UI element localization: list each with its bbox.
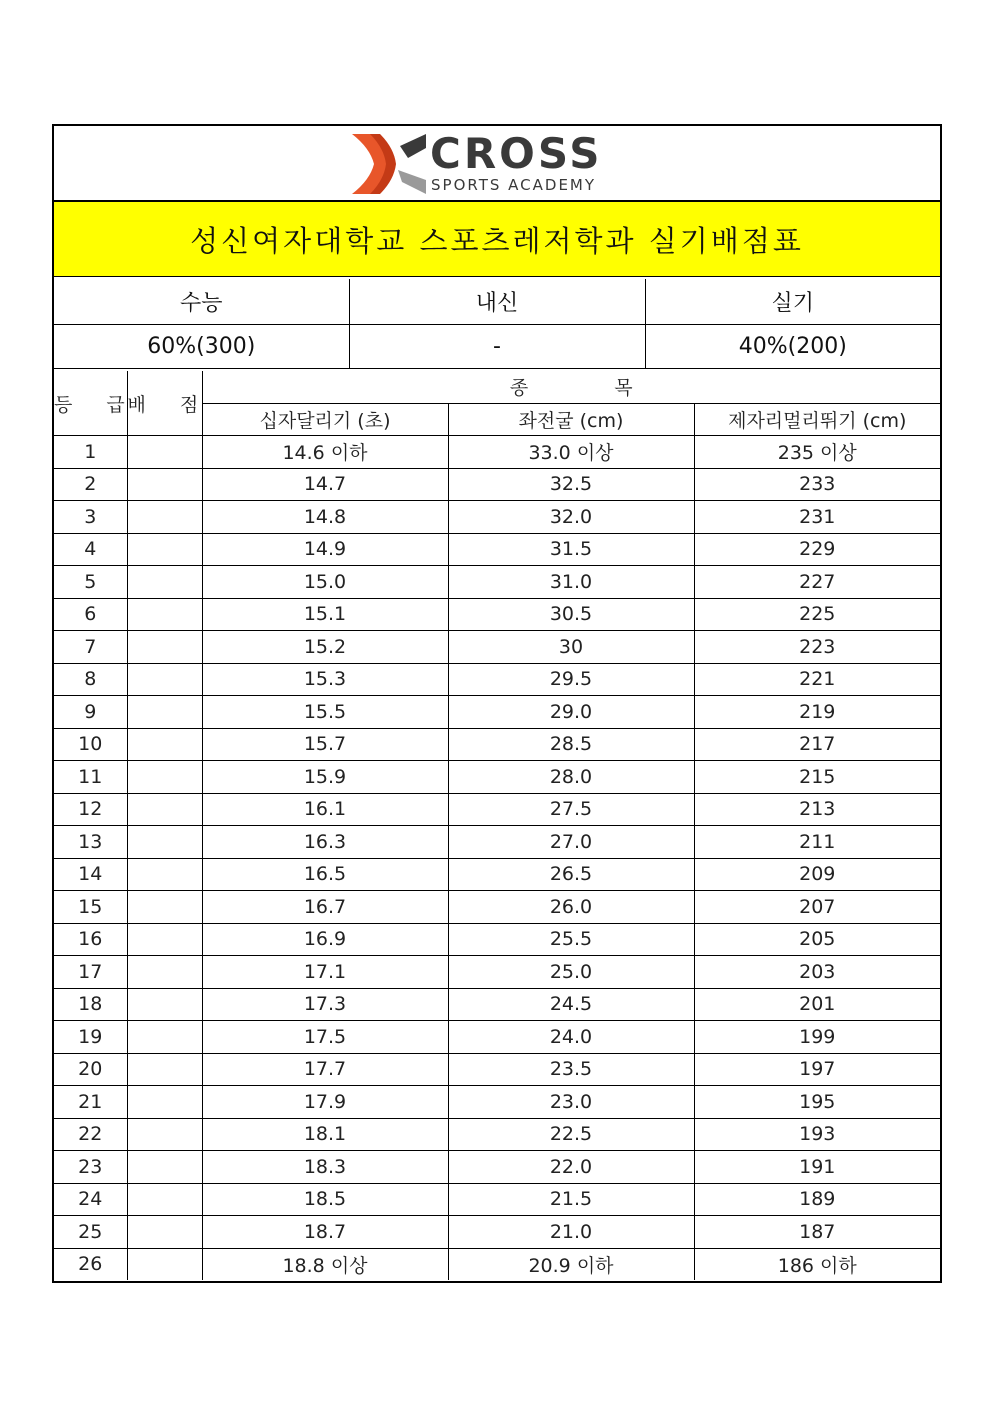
jump-cell: 219 xyxy=(694,696,940,729)
grade-cell: 4 xyxy=(54,533,127,566)
grade-cell: 20 xyxy=(54,1053,127,1086)
flex-cell: 27.5 xyxy=(448,793,694,826)
score-cell xyxy=(127,663,202,696)
table-row xyxy=(54,1248,940,1280)
run-cell: 18.3 xyxy=(202,1151,448,1184)
table-row xyxy=(54,826,940,859)
jump-cell: 221 xyxy=(694,663,940,696)
run-cell: 15.7 xyxy=(202,728,448,761)
events-header: 종 목 xyxy=(202,371,940,403)
score-cell xyxy=(127,923,202,956)
jump-cell: 231 xyxy=(694,501,940,534)
naesin-value: - xyxy=(349,325,645,369)
grade-cell: 11 xyxy=(54,761,127,794)
grade-table xyxy=(54,371,940,1280)
jump-cell: 186 이하 xyxy=(694,1248,940,1280)
run-cell: 16.7 xyxy=(202,891,448,924)
run-cell: 14.7 xyxy=(202,468,448,501)
table-row xyxy=(54,631,940,664)
score-cell xyxy=(127,1053,202,1086)
flex-cell: 25.0 xyxy=(448,956,694,989)
score-cell xyxy=(127,728,202,761)
run-cell: 17.7 xyxy=(202,1053,448,1086)
table-row xyxy=(54,988,940,1021)
score-cell xyxy=(127,436,202,469)
run-cell: 17.9 xyxy=(202,1086,448,1119)
score-cell xyxy=(127,988,202,1021)
flex-cell: 24.5 xyxy=(448,988,694,1021)
table-row xyxy=(54,761,940,794)
jump-cell: 201 xyxy=(694,988,940,1021)
column-header-run: 십자달리기 (초) xyxy=(202,403,448,436)
table-row xyxy=(54,858,940,891)
table-row xyxy=(54,1183,940,1216)
score-cell xyxy=(127,631,202,664)
page-title: 성신여자대학교 스포츠레저학과 실기배점표 xyxy=(190,223,804,258)
run-cell: 15.0 xyxy=(202,566,448,599)
jump-cell: 223 xyxy=(694,631,940,664)
run-cell: 14.9 xyxy=(202,533,448,566)
grade-cell: 6 xyxy=(54,598,127,631)
flex-cell: 32.0 xyxy=(448,501,694,534)
table-row xyxy=(54,891,940,924)
grade-cell: 13 xyxy=(54,826,127,859)
table-row xyxy=(54,1118,940,1151)
score-cell xyxy=(127,956,202,989)
run-cell: 15.9 xyxy=(202,761,448,794)
suneung-value: 60%(300) xyxy=(54,325,349,369)
jump-cell: 187 xyxy=(694,1216,940,1249)
table-row xyxy=(54,1053,940,1086)
jump-cell: 197 xyxy=(694,1053,940,1086)
flex-cell: 29.0 xyxy=(448,696,694,729)
run-cell: 17.1 xyxy=(202,956,448,989)
table-row xyxy=(54,468,940,501)
score-cell xyxy=(127,858,202,891)
score-cell xyxy=(127,1118,202,1151)
score-cell xyxy=(127,1216,202,1249)
jump-cell: 225 xyxy=(694,598,940,631)
grade-cell: 2 xyxy=(54,468,127,501)
table-row xyxy=(54,956,940,989)
score-cell xyxy=(127,1151,202,1184)
score-cell xyxy=(127,468,202,501)
naesin-header: 내신 xyxy=(349,279,645,325)
jump-cell: 235 이상 xyxy=(694,436,940,469)
ratio-value-row xyxy=(54,325,940,369)
grade-cell: 21 xyxy=(54,1086,127,1119)
grade-cell: 23 xyxy=(54,1151,127,1184)
score-cell xyxy=(127,566,202,599)
silgi-value: 40%(200) xyxy=(645,325,940,369)
run-cell: 18.5 xyxy=(202,1183,448,1216)
logo-header xyxy=(54,126,940,201)
flex-cell: 31.0 xyxy=(448,566,694,599)
flex-cell: 28.5 xyxy=(448,728,694,761)
jump-cell: 207 xyxy=(694,891,940,924)
score-cell xyxy=(127,826,202,859)
grade-cell: 1 xyxy=(54,436,127,469)
grade-cell: 7 xyxy=(54,631,127,664)
flex-cell: 21.5 xyxy=(448,1183,694,1216)
jump-cell: 217 xyxy=(694,728,940,761)
flex-cell: 30.5 xyxy=(448,598,694,631)
score-cell xyxy=(127,696,202,729)
score-cell xyxy=(127,1183,202,1216)
jump-cell: 199 xyxy=(694,1021,940,1054)
ratio-header-row xyxy=(54,279,940,325)
jump-cell: 215 xyxy=(694,761,940,794)
table-header-row xyxy=(54,371,940,403)
run-cell: 15.1 xyxy=(202,598,448,631)
flex-cell: 21.0 xyxy=(448,1216,694,1249)
jump-cell: 229 xyxy=(694,533,940,566)
grade-cell: 22 xyxy=(54,1118,127,1151)
score-cell xyxy=(127,1021,202,1054)
grade-cell: 25 xyxy=(54,1216,127,1249)
column-header-flex: 좌전굴 (cm) xyxy=(448,403,694,436)
table-row xyxy=(54,598,940,631)
score-cell xyxy=(127,533,202,566)
flex-cell: 32.5 xyxy=(448,468,694,501)
jump-cell: 191 xyxy=(694,1151,940,1184)
cross-x-mark-icon xyxy=(350,132,428,196)
flex-cell: 23.5 xyxy=(448,1053,694,1086)
table-row xyxy=(54,1086,940,1119)
grade-cell: 24 xyxy=(54,1183,127,1216)
flex-cell: 24.0 xyxy=(448,1021,694,1054)
grade-cell: 15 xyxy=(54,891,127,924)
flex-cell: 20.9 이하 xyxy=(448,1248,694,1280)
flex-cell: 27.0 xyxy=(448,826,694,859)
logo-wordmark: CROSS xyxy=(430,129,603,178)
score-sheet xyxy=(52,124,942,1283)
run-cell: 14.6 이하 xyxy=(202,436,448,469)
run-cell: 18.1 xyxy=(202,1118,448,1151)
flex-cell: 30 xyxy=(448,631,694,664)
logo-subtitle: SPORTS ACADEMY xyxy=(431,176,597,194)
table-row xyxy=(54,566,940,599)
run-cell: 16.9 xyxy=(202,923,448,956)
run-cell: 16.3 xyxy=(202,826,448,859)
grade-cell: 5 xyxy=(54,566,127,599)
grade-cell: 8 xyxy=(54,663,127,696)
run-cell: 15.3 xyxy=(202,663,448,696)
table-row xyxy=(54,663,940,696)
suneung-header: 수능 xyxy=(54,279,349,325)
jump-cell: 195 xyxy=(694,1086,940,1119)
run-cell: 15.5 xyxy=(202,696,448,729)
table-row xyxy=(54,1151,940,1184)
table-row xyxy=(54,1021,940,1054)
jump-cell: 205 xyxy=(694,923,940,956)
run-cell: 16.5 xyxy=(202,858,448,891)
grade-cell: 26 xyxy=(54,1248,127,1280)
grade-cell: 12 xyxy=(54,793,127,826)
grade-cell: 10 xyxy=(54,728,127,761)
flex-cell: 26.5 xyxy=(448,858,694,891)
grade-cell: 19 xyxy=(54,1021,127,1054)
jump-cell: 211 xyxy=(694,826,940,859)
grade-cell: 9 xyxy=(54,696,127,729)
run-cell: 18.8 이상 xyxy=(202,1248,448,1280)
jump-cell: 189 xyxy=(694,1183,940,1216)
flex-cell: 25.5 xyxy=(448,923,694,956)
table-row xyxy=(54,696,940,729)
flex-cell: 23.0 xyxy=(448,1086,694,1119)
flex-cell: 22.5 xyxy=(448,1118,694,1151)
silgi-header: 실기 xyxy=(645,279,940,325)
jump-cell: 193 xyxy=(694,1118,940,1151)
table-row xyxy=(54,501,940,534)
jump-cell: 213 xyxy=(694,793,940,826)
table-row xyxy=(54,1216,940,1249)
column-header-jump: 제자리멀리뛰기 (cm) xyxy=(694,403,940,436)
grade-cell: 16 xyxy=(54,923,127,956)
table-row xyxy=(54,728,940,761)
run-cell: 18.7 xyxy=(202,1216,448,1249)
table-row xyxy=(54,793,940,826)
jump-cell: 209 xyxy=(694,858,940,891)
flex-cell: 29.5 xyxy=(448,663,694,696)
grade-cell: 14 xyxy=(54,858,127,891)
score-cell xyxy=(127,891,202,924)
flex-cell: 33.0 이상 xyxy=(448,436,694,469)
score-cell xyxy=(127,1248,202,1280)
score-header: 배 점 xyxy=(127,371,202,436)
score-cell xyxy=(127,1086,202,1119)
table-row xyxy=(54,923,940,956)
grade-cell: 3 xyxy=(54,501,127,534)
grade-cell: 17 xyxy=(54,956,127,989)
run-cell: 17.3 xyxy=(202,988,448,1021)
run-cell: 14.8 xyxy=(202,501,448,534)
score-cell xyxy=(127,761,202,794)
table-row xyxy=(54,436,940,469)
jump-cell: 203 xyxy=(694,956,940,989)
table-row xyxy=(54,533,940,566)
flex-cell: 31.5 xyxy=(448,533,694,566)
grade-cell: 18 xyxy=(54,988,127,1021)
score-cell xyxy=(127,793,202,826)
flex-cell: 22.0 xyxy=(448,1151,694,1184)
score-cell xyxy=(127,598,202,631)
cross-sports-academy-logo xyxy=(350,130,640,196)
flex-cell: 26.0 xyxy=(448,891,694,924)
score-cell xyxy=(127,501,202,534)
ratio-table xyxy=(54,279,940,369)
jump-cell: 227 xyxy=(694,566,940,599)
title-banner xyxy=(54,201,940,277)
run-cell: 17.5 xyxy=(202,1021,448,1054)
flex-cell: 28.0 xyxy=(448,761,694,794)
run-cell: 15.2 xyxy=(202,631,448,664)
jump-cell: 233 xyxy=(694,468,940,501)
run-cell: 16.1 xyxy=(202,793,448,826)
grade-header: 등 급 xyxy=(54,371,127,436)
